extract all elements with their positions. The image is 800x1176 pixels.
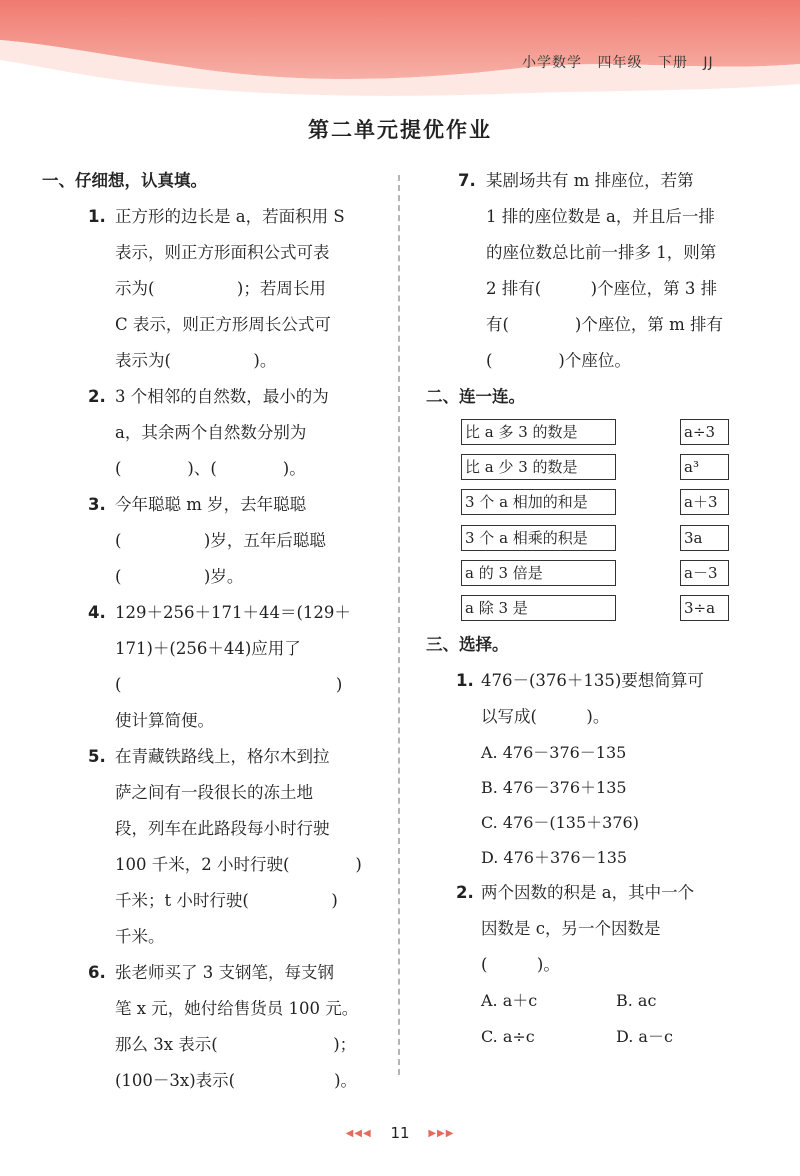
question-line: 正方形的边长是 a，若面积用 S bbox=[115, 207, 345, 226]
question-line: 100 千米，2 小时行驶( ) bbox=[115, 855, 362, 874]
question-line: 某剧场共有 m 排座位，若第 bbox=[486, 171, 694, 190]
page-title: 第二单元提优作业 bbox=[308, 118, 492, 142]
choice-option: B. ac bbox=[616, 991, 657, 1010]
question-number: 7. bbox=[458, 171, 476, 190]
question-line: 今年聪聪 m 岁，去年聪聪 bbox=[115, 495, 307, 514]
question-line: 129＋256＋171＋44＝(129＋ bbox=[115, 603, 351, 622]
choice-option-row bbox=[426, 983, 774, 1019]
choice-option: D. 476＋376－135 bbox=[481, 848, 628, 867]
question-number: 3. bbox=[88, 495, 106, 514]
prev-arrows-icon: ◀◀◀ bbox=[345, 1128, 372, 1139]
question bbox=[42, 955, 382, 1099]
question-line: 笔 x 元，她付给售货员 100 元。 bbox=[115, 999, 359, 1018]
question-number: 5. bbox=[88, 747, 106, 766]
question-line: ( ) bbox=[115, 675, 343, 694]
match-left-box: a 的 3 倍是 bbox=[461, 560, 616, 586]
question bbox=[426, 163, 774, 379]
left-column bbox=[42, 163, 382, 1099]
question-line: 使计算简便。 bbox=[115, 711, 214, 730]
question-line: (100－3x)表示( )。 bbox=[115, 1071, 358, 1090]
choice-option-row bbox=[426, 1019, 774, 1055]
match-left-box: a 除 3 是 bbox=[461, 595, 616, 621]
question bbox=[42, 487, 382, 595]
question-number: 1. bbox=[456, 671, 474, 690]
question-number: 2. bbox=[456, 883, 474, 902]
match-row bbox=[426, 485, 774, 520]
choice-option: D. a－c bbox=[616, 1027, 673, 1046]
match-left-box: 比 a 多 3 的数是 bbox=[461, 419, 616, 445]
question-line: ( )个座位。 bbox=[486, 351, 631, 370]
question-line: a，其余两个自然数分别为 bbox=[115, 423, 307, 442]
matching-exercise bbox=[426, 415, 774, 627]
question-line: 因数是 c，另一个因数是 bbox=[481, 919, 661, 938]
question bbox=[42, 379, 382, 487]
match-right-box: a－3 bbox=[680, 560, 729, 586]
question-line: 有( )个座位，第 m 排有 bbox=[486, 315, 724, 334]
term-label: 下册 bbox=[657, 55, 688, 71]
question-number: 6. bbox=[88, 963, 106, 982]
question-line: 千米。 bbox=[115, 927, 165, 946]
question-line: 2 排有( )个座位，第 3 排 bbox=[486, 279, 718, 298]
question-line: 千米；t 小时行驶( ) bbox=[115, 891, 338, 910]
question bbox=[42, 595, 382, 739]
question-line: 1 排的座位数是 a，并且后一排 bbox=[486, 207, 715, 226]
section2-heading: 二、连一连。 bbox=[426, 387, 525, 406]
match-right-box: 3÷a bbox=[680, 595, 729, 621]
page-number: 11 bbox=[390, 1124, 410, 1142]
choice-option: A. a＋c bbox=[481, 991, 538, 1010]
question-line: 3 个相邻的自然数，最小的为 bbox=[115, 387, 329, 406]
question-line: ( )岁。 bbox=[115, 567, 244, 586]
choice-question-1 bbox=[426, 663, 774, 735]
question-line: 表示，则正方形面积公式可表 bbox=[115, 243, 330, 262]
question bbox=[426, 875, 774, 983]
question-line: 段，列车在此路段每小时行驶 bbox=[115, 819, 330, 838]
question-7 bbox=[426, 163, 774, 379]
question-number: 1. bbox=[88, 207, 106, 226]
question-line: 在青藏铁路线上，格尔木到拉 bbox=[115, 747, 330, 766]
column-divider bbox=[398, 175, 400, 1075]
match-row bbox=[426, 591, 774, 626]
question bbox=[42, 739, 382, 955]
choice-option: A. 476－376－135 bbox=[481, 743, 627, 762]
choice-option: B. 476－376＋135 bbox=[481, 778, 627, 797]
edition-label: JJ bbox=[703, 55, 714, 71]
question bbox=[42, 199, 382, 379]
question-line: 那么 3x 表示( )； bbox=[115, 1035, 357, 1054]
question-line: 萨之间有一段很长的冻土地 bbox=[115, 783, 313, 802]
question-line: ( )、( )。 bbox=[115, 459, 306, 478]
question-line: 两个因数的积是 a，其中一个 bbox=[481, 883, 695, 902]
question-line: 171)＋(256＋44)应用了 bbox=[115, 639, 301, 658]
subject-label: 小学数学 bbox=[522, 55, 582, 71]
question-line: 以写成( )。 bbox=[481, 707, 610, 726]
match-row bbox=[426, 521, 774, 556]
match-right-box: 3a bbox=[680, 525, 729, 551]
choice-option: C. 476－(135＋376) bbox=[481, 813, 639, 832]
next-arrows-icon: ▶▶▶ bbox=[428, 1128, 455, 1139]
question-line: 表示为( )。 bbox=[115, 351, 277, 370]
question-line: ( )。 bbox=[481, 955, 560, 974]
choice-option: C. a÷c bbox=[481, 1027, 535, 1046]
match-left-box: 3 个 a 相乘的积是 bbox=[461, 525, 616, 551]
section3-heading: 三、选择。 bbox=[426, 635, 509, 654]
match-row bbox=[426, 415, 774, 450]
question-number: 2. bbox=[88, 387, 106, 406]
choice-question-1-options bbox=[426, 735, 774, 875]
match-row bbox=[426, 450, 774, 485]
section1-questions bbox=[42, 199, 382, 1099]
match-left-box: 3 个 a 相加的和是 bbox=[461, 489, 616, 515]
question bbox=[426, 663, 774, 735]
match-right-box: a÷3 bbox=[680, 419, 729, 445]
section1-heading: 一、仔细想，认真填。 bbox=[42, 171, 207, 190]
choice-question-2-options bbox=[426, 983, 774, 1055]
question-line: C 表示，则正方形周长公式可 bbox=[115, 315, 331, 334]
match-right-box: a³ bbox=[680, 454, 729, 480]
book-meta bbox=[522, 52, 724, 72]
match-right-box: a＋3 bbox=[680, 489, 729, 515]
page-footer bbox=[0, 1124, 800, 1142]
question-line: 示为( )；若周长用 bbox=[115, 279, 326, 298]
question-line: 476－(376＋135)要想简算可 bbox=[481, 671, 704, 690]
match-row bbox=[426, 556, 774, 591]
grade-label: 四年级 bbox=[597, 55, 643, 71]
question-line: 的座位数总比前一排多 1，则第 bbox=[486, 243, 717, 262]
right-column bbox=[426, 163, 774, 1055]
question-line: ( )岁，五年后聪聪 bbox=[115, 531, 326, 550]
question-number: 4. bbox=[88, 603, 106, 622]
choice-question-2 bbox=[426, 875, 774, 983]
question-line: 张老师买了 3 支钢笔，每支钢 bbox=[115, 963, 334, 982]
match-left-box: 比 a 少 3 的数是 bbox=[461, 454, 616, 480]
